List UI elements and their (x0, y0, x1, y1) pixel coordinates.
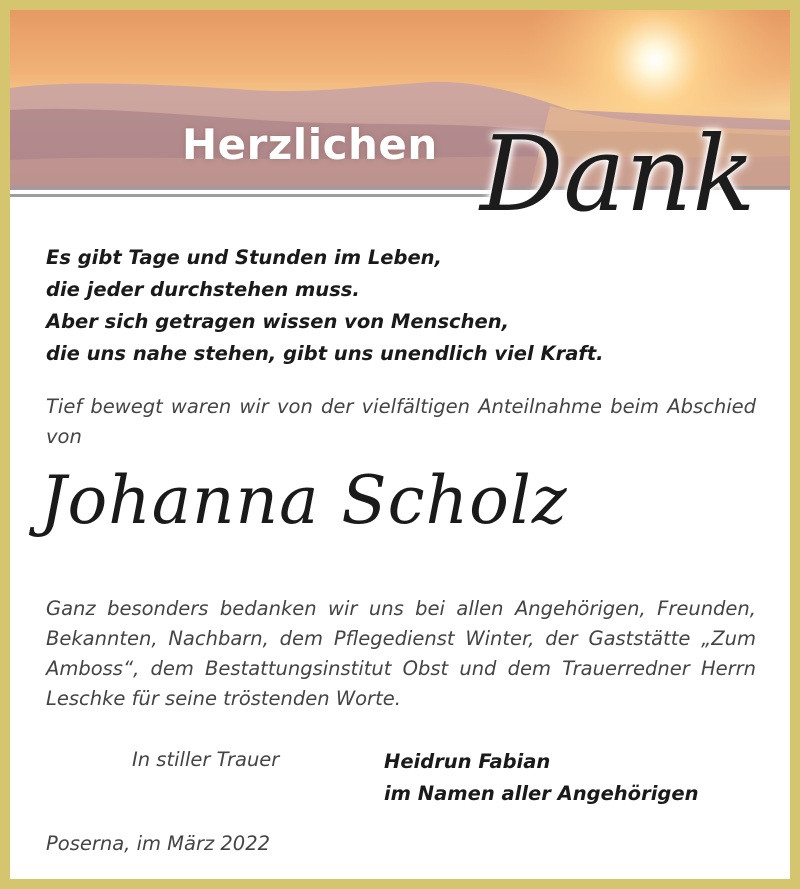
heading-herzlichen: Herzlichen (182, 120, 438, 169)
poem (46, 242, 766, 370)
signer-name: Heidrun Fabian (384, 750, 551, 773)
banner-rule-lower (10, 194, 500, 197)
poem-line: Aber sich getragen wissen von Menschen, (46, 310, 510, 333)
signers (384, 746, 698, 810)
intro-text: Tief bewegt waren wir von der vielfältigen Anteilnahme beim Abschied von (46, 395, 756, 448)
deceased-name: Johanna Scholz (40, 462, 568, 539)
thanks-text: Ganz besonders bedanken wir uns bei allen Angehörigen, Freunden, Bekannten, Nachbarn, dem Pflegedienst Winter, der Gaststätte „Zum Amboss“, dem Bestattungsinstitut Obst und dem Trauerredner Herrn Leschke für seine tröstenden Worte. (46, 597, 756, 710)
heading-dank-text: Dank (480, 113, 756, 235)
mourning-label: In stiller Trauer (132, 748, 280, 771)
heading-dank (480, 113, 756, 235)
poem-line: Es gibt Tage und Stunden im Leben, (46, 246, 442, 269)
signer-note: im Namen aller Angehörigen (384, 782, 699, 805)
poem-line: die jeder durchstehen muss. (46, 278, 360, 301)
place-date: Poserna, im März 2022 (46, 832, 271, 855)
poem-line: die uns nahe stehen, gibt uns unendlich viel Kraft. (46, 342, 604, 365)
